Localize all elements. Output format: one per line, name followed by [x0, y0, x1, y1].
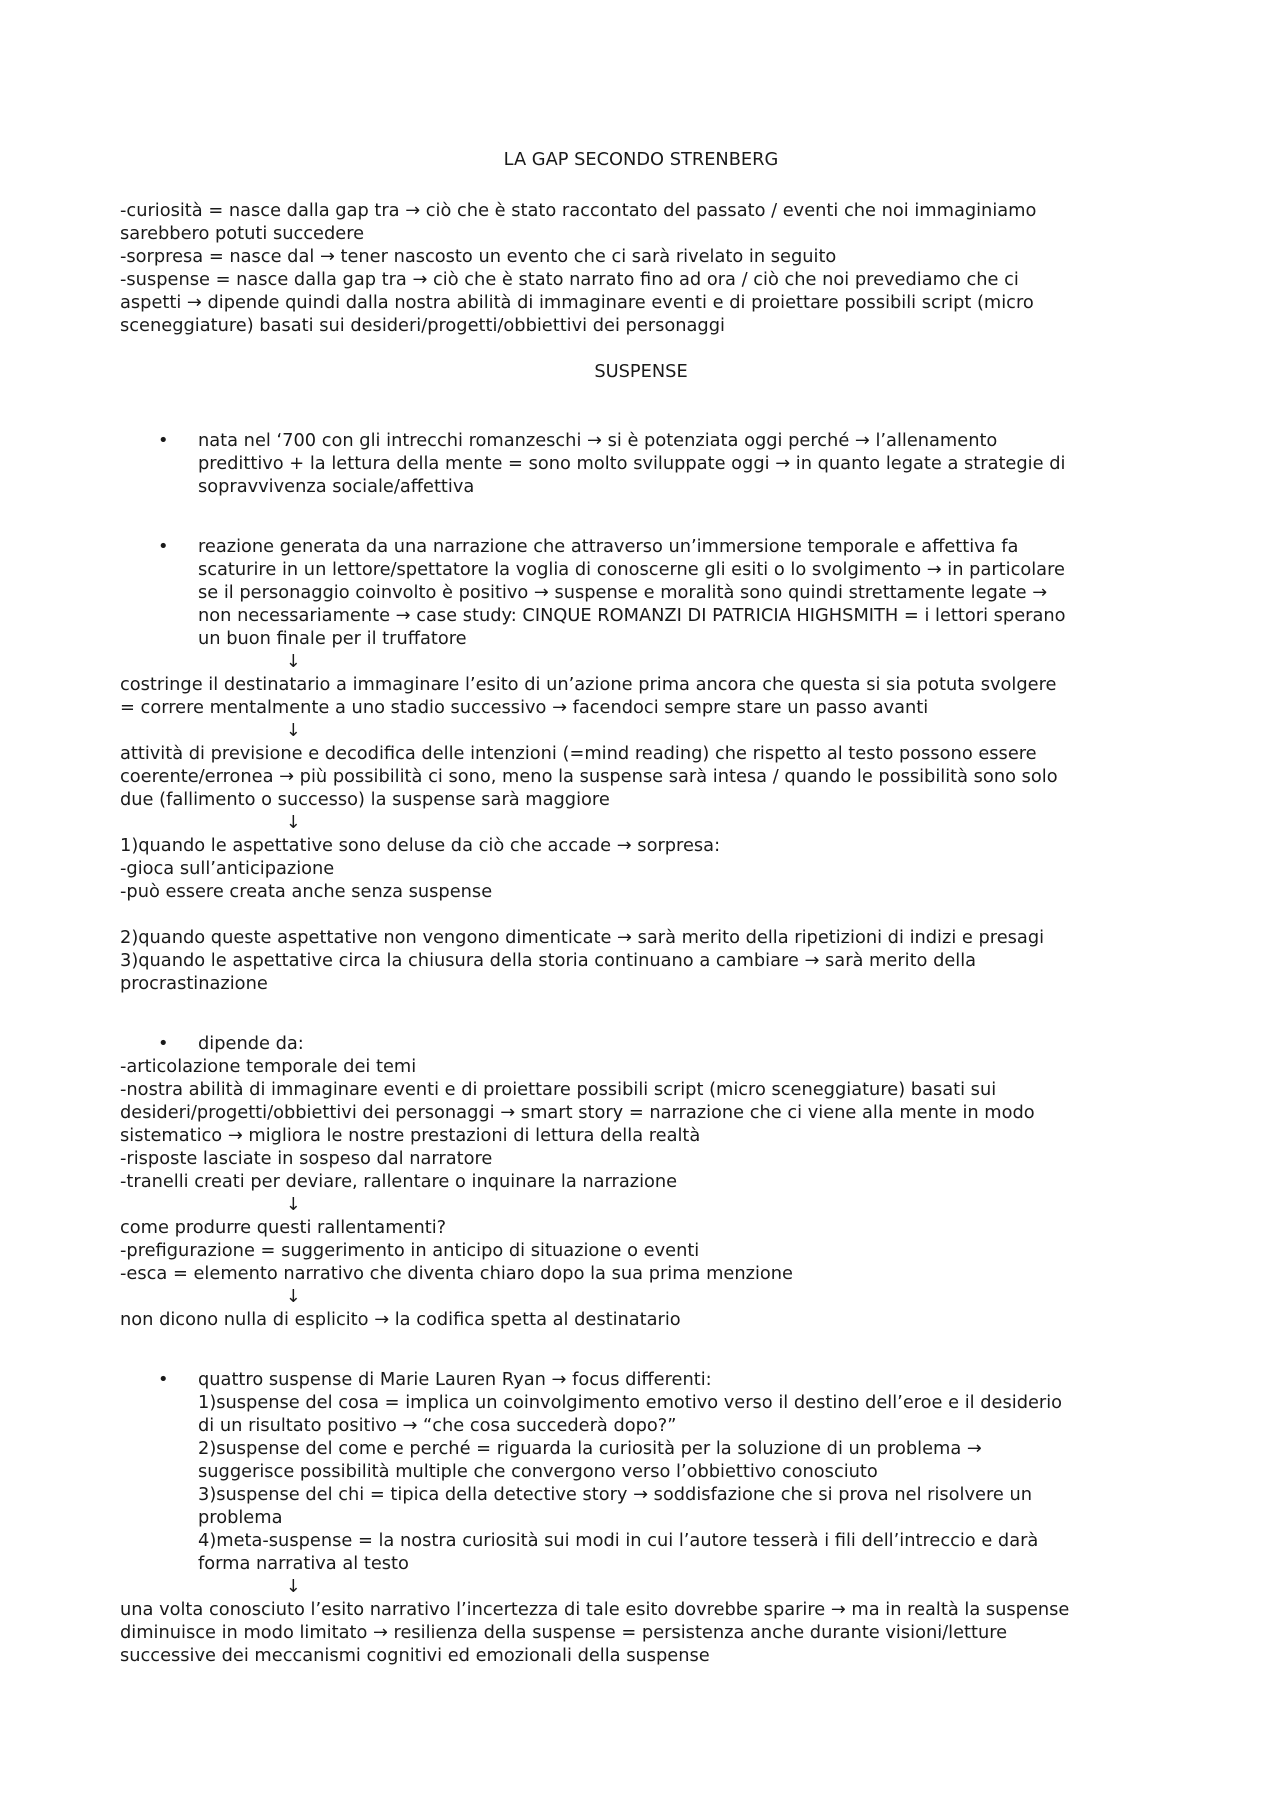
paragraph-line: sistematico → migliora le nostre prestazioni di lettura della realtà	[120, 1125, 701, 1146]
paragraph-line: come produrre questi rallentamenti?	[120, 1217, 447, 1238]
bullet-item	[120, 429, 1162, 498]
bullet-glyph: •	[158, 536, 169, 557]
bullet-line: un buon finale per il truffatore	[198, 628, 467, 649]
bullet-line: 4)meta-suspense = la nostra curiosità sui modi in cui l’autore tesserà i fili dell’intreccio e darà	[198, 1530, 1039, 1551]
paragraph-line: coerente/erronea → più possibilità ci sono, meno la suspense sarà intesa / quando le possibilità sono solo	[120, 766, 1058, 787]
down-arrow-icon: ↓	[286, 720, 301, 741]
paragraph	[120, 673, 1162, 719]
paragraph	[120, 834, 1162, 903]
down-arrow-icon: ↓	[286, 1194, 301, 1215]
bullet-item	[120, 1368, 1162, 1575]
paragraph	[120, 926, 1162, 995]
intro-line: -suspense = nasce dalla gap tra → ciò che è stato narrato fino ad ora / ciò che noi prevediamo che ci	[120, 269, 1019, 290]
down-arrow-icon: ↓	[286, 651, 301, 672]
paragraph-line: = correre mentalmente a uno stadio successivo → facendoci sempre stare un passo avanti	[120, 697, 929, 718]
paragraph-line: due (fallimento o successo) la suspense sarà maggiore	[120, 789, 610, 810]
paragraph-line: non dicono nulla di esplicito → la codifica spetta al destinatario	[120, 1309, 681, 1330]
paragraph-line: -nostra abilità di immaginare eventi e di proiettare possibili script (micro sceneggiature) basati sui	[120, 1079, 997, 1100]
intro-line: aspetti → dipende quindi dalla nostra abilità di immaginare eventi e di proiettare possibili script (micro	[120, 292, 1034, 313]
paragraph	[120, 1055, 1162, 1193]
paragraph-line: costringe il destinatario a immaginare l’esito di un’azione prima ancora che questa si sia potuta svolgere	[120, 674, 1057, 695]
bullet-glyph: •	[158, 1033, 169, 1054]
bullet-line: di un risultato positivo → “che cosa succederà dopo?”	[198, 1415, 677, 1436]
paragraph-line: 3)quando le aspettative circa la chiusura della storia continuano a cambiare → sarà merito della	[120, 950, 977, 971]
bullet-line: suggerisce possibilità multiple che convergono verso l’obbiettivo conosciuto	[198, 1461, 878, 1482]
down-arrow-icon: ↓	[286, 812, 301, 833]
paragraph-line: una volta conosciuto l’esito narrativo l’incertezza di tale esito dovrebbe sparire → ma in realtà la suspense	[120, 1599, 1070, 1620]
bullet-item	[120, 535, 1162, 650]
paragraph-line: -può essere creata anche senza suspense	[120, 881, 493, 902]
bullet-line: sopravvivenza sociale/affettiva	[198, 476, 475, 497]
bullet-line: se il personaggio coinvolto è positivo → suspense e moralità sono quindi strettamente legate →	[198, 582, 1048, 603]
title-suspense: SUSPENSE	[594, 361, 688, 382]
paragraph-line: -articolazione temporale dei temi	[120, 1056, 417, 1077]
bullet-line: 2)suspense del come e perché = riguarda la curiosità per la soluzione di un problema →	[198, 1438, 982, 1459]
bullet-line: predittivo + la lettura della mente = sono molto sviluppate oggi → in quanto legate a strategie di	[198, 453, 1066, 474]
bullet-line: problema	[198, 1507, 283, 1528]
paragraph	[120, 1598, 1162, 1667]
bullet-line: forma narrativa al testo	[198, 1553, 409, 1574]
paragraph	[120, 1216, 1162, 1285]
paragraph-line: successive dei meccanismi cognitivi ed emozionali della suspense	[120, 1645, 710, 1666]
intro-line: sarebbero potuti succedere	[120, 223, 365, 244]
paragraph	[120, 1308, 1162, 1331]
intro-line: -curiosità = nasce dalla gap tra → ciò che è stato raccontato del passato / eventi che noi immaginiamo	[120, 200, 1037, 221]
paragraph-line: -prefigurazione = suggerimento in anticipo di situazione o eventi	[120, 1240, 700, 1261]
bullet-line: scaturire in un lettore/spettatore la voglia di conoscerne gli esiti o lo svolgimento → in particolare	[198, 559, 1065, 580]
bullet-line: nata nel ‘700 con gli intrecchi romanzeschi → si è potenziata oggi perché → l’allenamento	[198, 430, 998, 451]
bullet-line: quattro suspense di Marie Lauren Ryan → focus differenti:	[198, 1369, 712, 1390]
bullet-glyph: •	[158, 430, 169, 451]
title-gap: LA GAP SECONDO STRENBERG	[503, 149, 779, 170]
down-arrow-icon: ↓	[286, 1576, 301, 1597]
down-arrow-icon: ↓	[286, 1286, 301, 1307]
paragraph-line: desideri/progetti/obbiettivi dei personaggi → smart story = narrazione che ci viene alla mente in modo	[120, 1102, 1035, 1123]
bullet-line: reazione generata da una narrazione che attraverso un’immersione temporale e affettiva fa	[198, 536, 1019, 557]
bullet-line: 3)suspense del chi = tipica della detective story → soddisfazione che si prova nel risolvere un	[198, 1484, 1033, 1505]
paragraph-line: attività di previsione e decodifica delle intenzioni (=mind reading) che rispetto al testo possono essere	[120, 743, 1037, 764]
paragraph-line: diminuisce in modo limitato → resilienza della suspense = persistenza anche durante visioni/letture	[120, 1622, 1008, 1643]
paragraph-line: -esca = elemento narrativo che diventa chiaro dopo la sua prima menzione	[120, 1263, 793, 1284]
paragraph-line: -tranelli creati per deviare, rallentare o inquinare la narrazione	[120, 1171, 678, 1192]
paragraph-line: -gioca sull’anticipazione	[120, 858, 335, 879]
intro-line: sceneggiature) basati sui desideri/progetti/obbiettivi dei personaggi	[120, 315, 725, 336]
bullet-line: non necessariamente → case study: CINQUE ROMANZI DI PATRICIA HIGHSMITH = i lettori sperano	[198, 605, 1066, 626]
paragraph-line: -risposte lasciate in sospeso dal narratore	[120, 1148, 493, 1169]
intro-section	[120, 199, 1162, 337]
bullet-line: 1)suspense del cosa = implica un coinvolgimento emotivo verso il destino dell’eroe e il desiderio	[198, 1392, 1063, 1413]
paragraph-line: 2)quando queste aspettative non vengono dimenticate → sarà merito della ripetizioni di indizi e presagi	[120, 927, 1045, 948]
paragraph	[120, 742, 1162, 811]
intro-line: -sorpresa = nasce dal → tener nascosto un evento che ci sarà rivelato in seguito	[120, 246, 837, 267]
bullet-glyph: •	[158, 1369, 169, 1390]
paragraph-line: procrastinazione	[120, 973, 268, 994]
bullet-item	[120, 1032, 1162, 1055]
paragraph-line: 1)quando le aspettative sono deluse da ciò che accade → sorpresa:	[120, 835, 721, 856]
bullet-line: dipende da:	[198, 1033, 304, 1054]
